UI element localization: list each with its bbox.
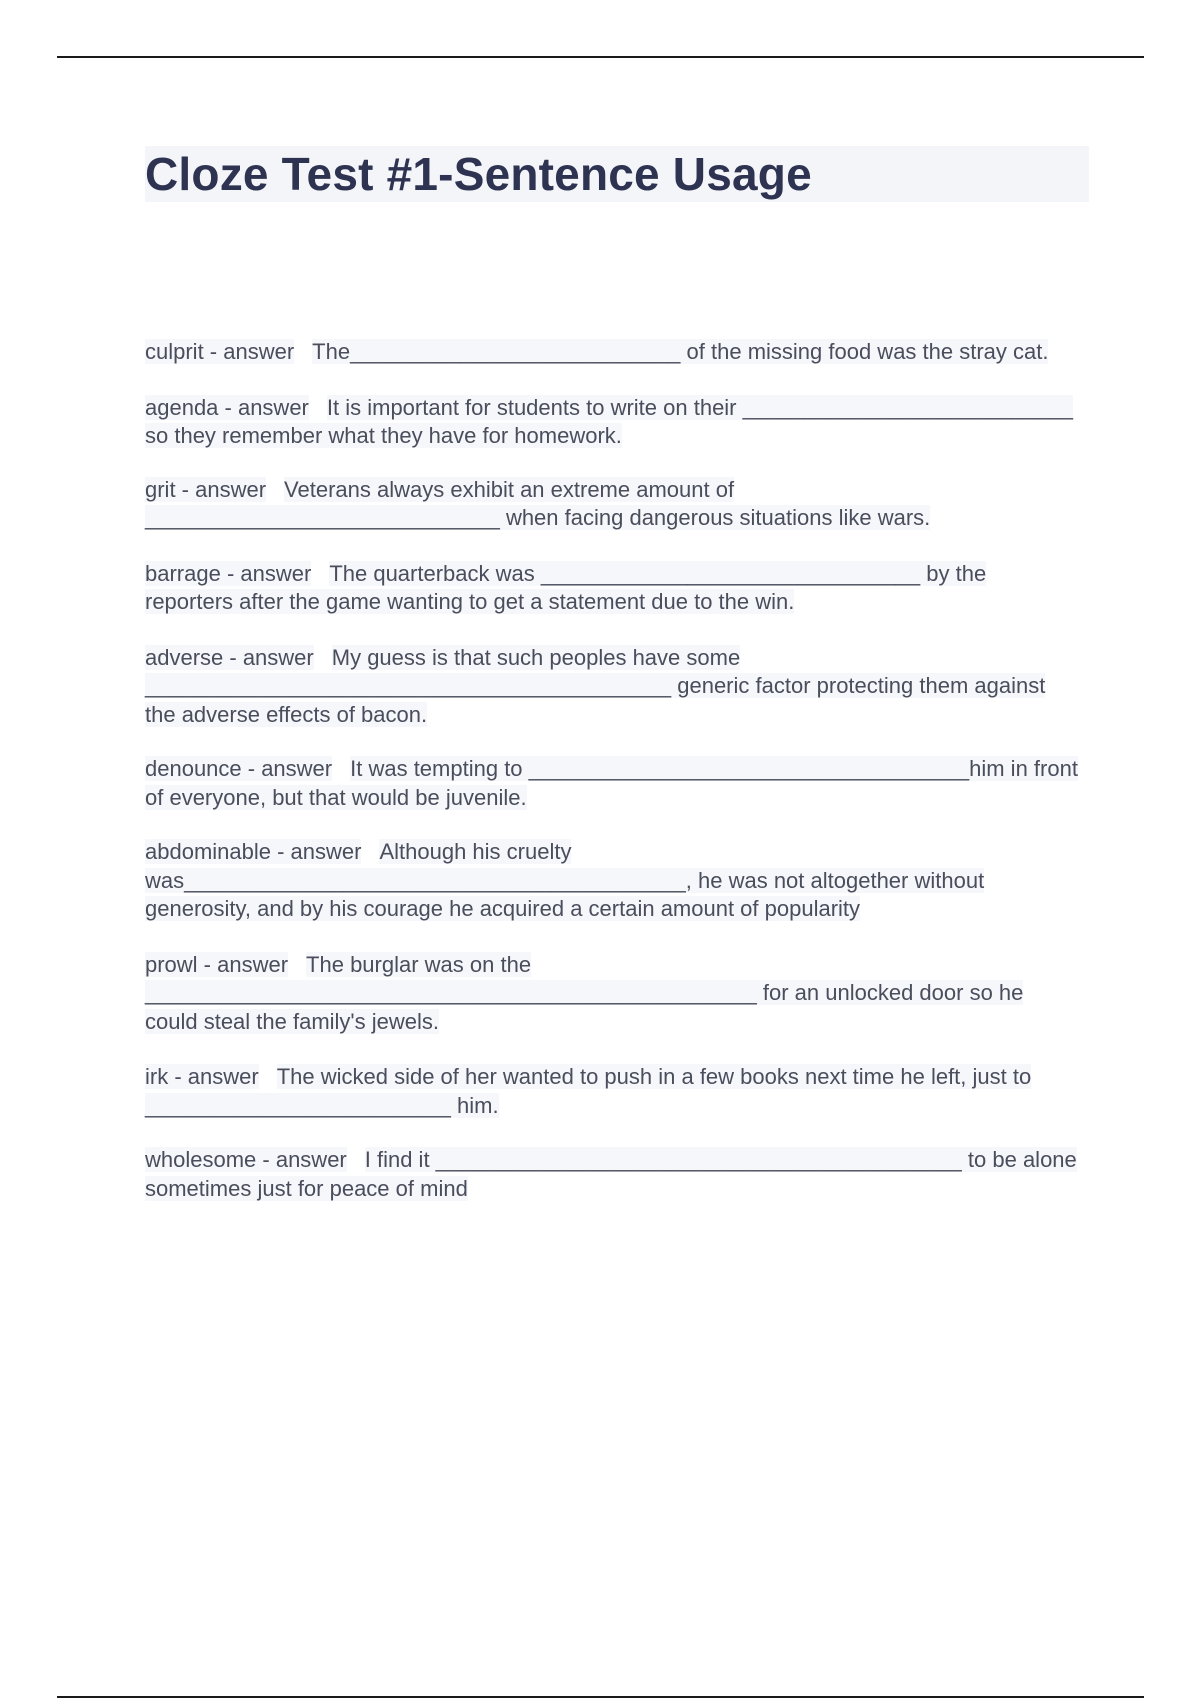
sentence-text: The wicked side of her wanted to push in a few books next time he left, just to _________________________ him. xyxy=(145,1064,1032,1118)
cloze-item-adverse xyxy=(145,644,1080,730)
cloze-item-grit xyxy=(145,476,1080,533)
sentence-text: It was tempting to ____________________________________him in front of everyone, but that would be juvenile. xyxy=(145,756,1078,810)
sentence-text: The burglar was on the __________________________________________________ for an unlocked door so he could steal the family's jewels. xyxy=(145,951,1024,1034)
top-rule xyxy=(57,56,1144,58)
cloze-list xyxy=(145,338,1080,1203)
term-label: grit - answer xyxy=(145,476,267,502)
term-label: barrage - answer xyxy=(145,560,312,586)
sentence-text: Veterans always exhibit an extreme amount of _____________________________ when facing dangerous situations like wars. xyxy=(145,476,931,530)
cloze-item-abdominable xyxy=(145,838,1080,924)
cloze-item-culprit xyxy=(145,338,1080,367)
cloze-item-irk xyxy=(145,1063,1080,1120)
sentence-text: It is important for students to write on their ___________________________ so they remember what they have for homework. xyxy=(145,394,1073,448)
sentence-text: My guess is that such peoples have some ___________________________________________ generic factor protecting them against the adverse effects of bacon. xyxy=(145,644,1046,727)
term-label: abdominable - answer xyxy=(145,839,362,864)
term-label: irk - answer xyxy=(145,1064,259,1089)
sentence-text: Although his cruelty was_________________________________________, he was not altogether without generosity, and by his courage he acquired a certain amount of popularity xyxy=(145,839,985,921)
bottom-rule xyxy=(57,1696,1144,1698)
cloze-item-barrage xyxy=(145,560,1080,617)
sentence-text: The quarterback was _______________________________ by the reporters after the game wanting to get a statement due to the win. xyxy=(145,560,987,614)
sentence-text: I find it ___________________________________________ to be alone sometimes just for peace of mind xyxy=(145,1147,1077,1201)
cloze-item-prowl xyxy=(145,951,1080,1037)
sentence-text: The___________________________ of the missing food was the stray cat. xyxy=(312,339,1049,364)
term-label: agenda - answer xyxy=(145,394,309,420)
term-label: wholesome - answer xyxy=(145,1147,347,1172)
cloze-item-agenda xyxy=(145,394,1080,451)
term-label: culprit - answer xyxy=(145,339,295,364)
term-label: adverse - answer xyxy=(145,644,314,670)
term-label: prowl - answer xyxy=(145,951,289,977)
term-label: denounce - answer xyxy=(145,756,333,781)
page-title: Cloze Test #1-Sentence Usage xyxy=(145,148,812,200)
cloze-item-denounce xyxy=(145,755,1080,812)
cloze-item-wholesome xyxy=(145,1146,1080,1203)
